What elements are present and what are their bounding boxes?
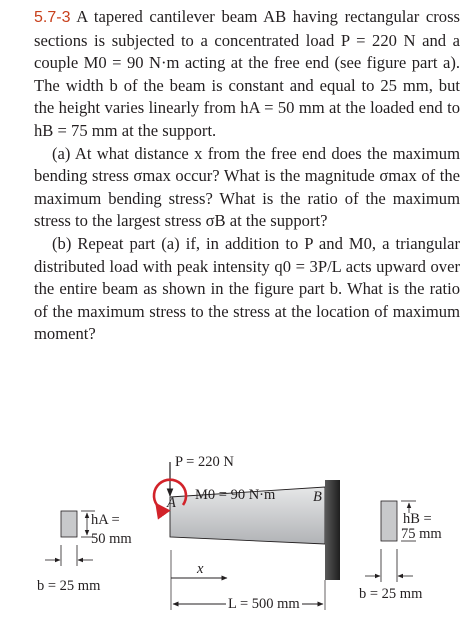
hb-value: 75 mm — [401, 526, 442, 542]
fixed-support-wall — [325, 480, 340, 580]
cross-section-a — [61, 511, 77, 537]
problem-statement — [34, 6, 460, 346]
hb-label: hB = — [403, 511, 432, 527]
b-right-label: b = 25 mm — [359, 586, 423, 602]
problem-text-intro: A tapered cantilever beam AB having rectangular cross sections is subjected to a concentrated load P = 220 N and a couple M0 = 90 N·m acting at the free end (see figure part a). The width b of the beam is constant and equal to 25 mm, but the height varies linearly from hA = 50 mm at the loaded end to hB = 75 mm at the support. — [34, 7, 460, 140]
problem-paragraph-a: (a) At what distance x from the free end does the maximum bending stress σmax occur? What is the magnitude σmax of the maximum bending stress? What is the ratio of the maximum stress to the largest stress σB at the support? — [34, 143, 460, 231]
problem-number: 5.7-3 — [34, 9, 71, 26]
moment-label: M0 = 90 N·m — [195, 487, 276, 503]
load-label: P = 220 N — [175, 454, 234, 470]
end-b-label: B — [313, 489, 322, 505]
problem-paragraph-b: (b) Repeat part (a) if, in addition to P and M0, a triangular distributed load with peak intensity q0 = 3P/L acts upward over the entire beam as shown in the figure part b. What is the ratio of the maximum stress to the stress at the location of maximum moment? — [34, 233, 460, 344]
beam-figure — [0, 440, 475, 637]
length-label: L = 500 mm — [228, 596, 300, 612]
b-left-label: b = 25 mm — [37, 578, 101, 594]
problem-paragraph-intro — [34, 6, 460, 143]
ha-label: hA = — [91, 512, 120, 528]
end-a-label: A — [167, 495, 176, 511]
ha-value: 50 mm — [91, 531, 132, 547]
x-label: x — [197, 561, 204, 577]
cross-section-b — [381, 501, 397, 541]
